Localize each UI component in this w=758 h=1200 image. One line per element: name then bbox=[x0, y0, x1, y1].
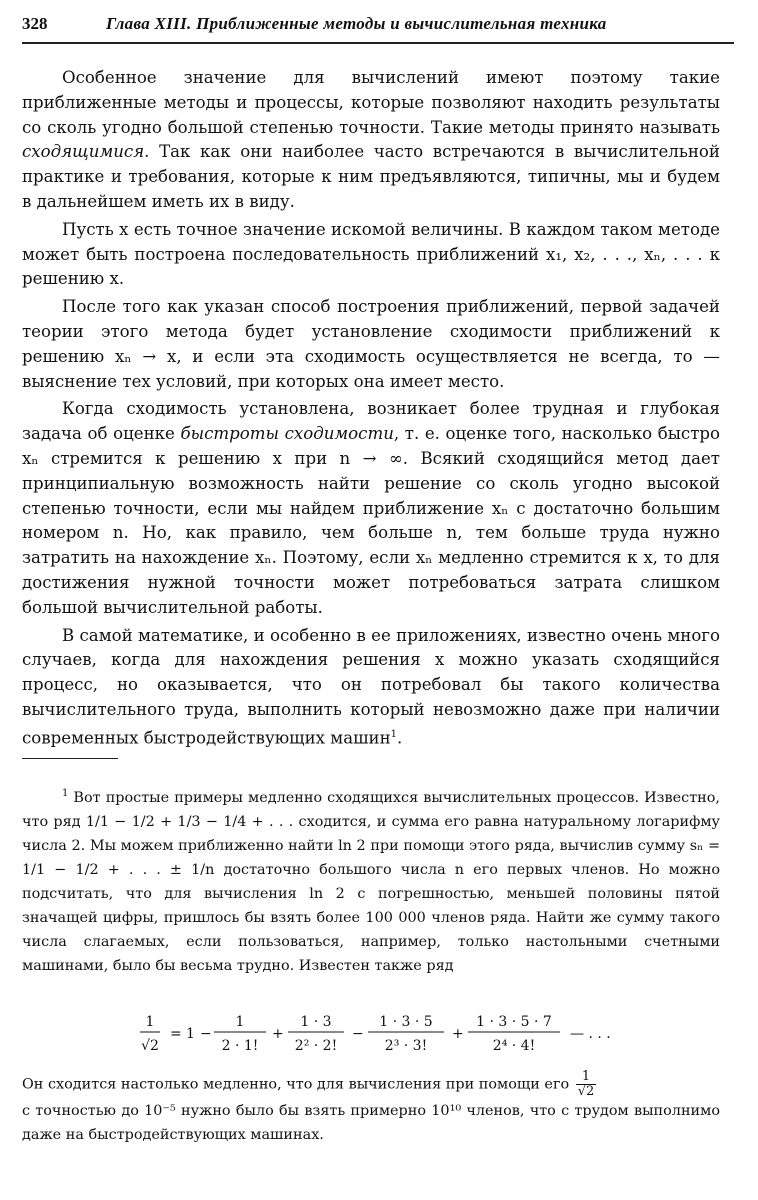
one: 1 bbox=[186, 1026, 195, 1042]
svg-text:+: + bbox=[452, 1026, 464, 1042]
svg-text:−: − bbox=[352, 1026, 364, 1042]
footnote bbox=[22, 782, 720, 978]
f1-num: 1 bbox=[235, 1014, 245, 1030]
paragraph-5: В самой математике, и особенно в ее приложениях, известно очень много случаев, когда для нахождения решения x можно указать сходящийся процесс, но оказывается, что он потребовал бы такого количества вычислительного труда, выполнить который невозможно даже при наличии современных быстродействующих машин$^1$. bbox=[22, 625, 720, 748]
svg-text:+: + bbox=[272, 1026, 284, 1042]
paragraph-4: Когда сходимость установлена, возникает более трудная и глубокая задача об оценке быстроты сходимости, т. е. оценке того, насколько быстро xₙ стремится к решению x при n → ∞. Всякий сходящийся метод дает принципиальную возможность найти решение со сколь угодно высокой степенью точности, если мы найдем приближение xₙ с достаточно большим номером n. Но, как правило, чем больше n, тем больше труда нужно затратить на нахождение xₙ. Поэтому, если xₙ медленно стремится к x, то для достижения нужной точности может потребоваться затрата слишком большой вычислительной работы. bbox=[22, 399, 720, 617]
partial-sum: sₙ = 1/1 − 1/2 + . . . ± 1/n bbox=[22, 837, 720, 878]
f1-den: 2 · 1! bbox=[221, 1038, 259, 1054]
f3-num: 1 · 3 · 5 bbox=[379, 1014, 433, 1030]
paragraph-2: Пусть x есть точное значение искомой величины. В каждом таком методе может быть построена последовательность приближений x₁, x₂, . . ., xₙ, . . . к решению x. bbox=[22, 219, 720, 289]
page-header bbox=[22, 8, 734, 42]
f2-den: 2² · 2! bbox=[294, 1038, 338, 1054]
paragraph-1: Особенное значение для вычислений имеют поэтому такие приближенные методы и процессы, которые позволяют находить результаты со сколь угодно большой степенью точности. Такие методы принято называть сходящимися. Так как они наиболее часто встречаются в вычислительной практике и требования, которые к ним предъявляются, типичны, мы и будем в дальнейшем иметь их в виду. bbox=[22, 68, 720, 211]
lhs-den: √2 bbox=[141, 1038, 159, 1054]
tail-dots: — . . . bbox=[570, 1026, 611, 1042]
series-formula bbox=[130, 1008, 630, 1064]
term-convergence-speed: быстроты сходимости bbox=[180, 424, 394, 444]
running-title: Глава XIII. Приближенные методы и вычислительная техника bbox=[106, 14, 607, 33]
footnote-rule bbox=[22, 758, 118, 759]
footnote-continuation bbox=[22, 1070, 720, 1147]
equals: = bbox=[170, 1026, 182, 1042]
inverse-sqrt2: $\frac{1}{√2}$ bbox=[577, 1069, 595, 1099]
header-rule bbox=[22, 42, 734, 44]
f4-den: 2⁴ · 4! bbox=[492, 1038, 536, 1054]
footnote-text-2: Он сходится настолько медленно, что для вычисления при помощи его $\frac{1}{√2}$ bbox=[22, 1069, 595, 1099]
harmonic-series: 1/1 − 1/2 + 1/3 − 1/4 + . . . bbox=[85, 813, 294, 830]
f4-num: 1 · 3 · 5 · 7 bbox=[476, 1014, 552, 1030]
term-convergent: сходящимися bbox=[22, 142, 145, 162]
footnote-mark: 1 bbox=[62, 788, 69, 799]
paragraph-3: После того как указан способ построения приближений, первой задачей теории этого метода будет установление сходимости приближений к решению xₙ → x, и если эта сходимость осуществляется не всегда, то — выяснение тех условий, при которых она имеет место. bbox=[22, 297, 720, 391]
f2-num: 1 · 3 bbox=[300, 1014, 332, 1030]
svg-text:−: − bbox=[200, 1026, 212, 1042]
f3-den: 2³ · 3! bbox=[384, 1038, 428, 1054]
footnote-text: $^1$ Вот простые примеры медленно сходящихся вычислительных процессов. Известно, что ряд 1/1 − 1/2 + 1/3 − 1/4 + . . . сходится, и сумма его равна натуральному логарифму числа 2. Мы можем приближенно найти ln 2 при помощи этого ряда, вычислив сумму sₙ = 1/1 − 1/2 + . . . ± 1/n достаточно большого числа n его первых членов. Но можно подсчитать, что для вычисления ln 2 с погрешностью, меньшей половины пятой значащей цифры, пришлось бы взять более 100 000 членов ряда. Найти же сумму такого числа слагаемых, если пользоваться, например, только настольными счетными машинами, было бы весьма трудно. Известен также ряд bbox=[22, 788, 720, 974]
main-text bbox=[22, 66, 720, 754]
footnote-ref[interactable]: 1 bbox=[390, 728, 398, 740]
lhs-num: 1 bbox=[145, 1014, 155, 1030]
page-number: 328 bbox=[22, 14, 48, 33]
footnote-text-3: с точностью до 10⁻⁵ нужно было бы взять примерно 10¹⁰ членов, что с трудом выполнимо даже на быстродействующих машинах. bbox=[22, 1103, 720, 1143]
